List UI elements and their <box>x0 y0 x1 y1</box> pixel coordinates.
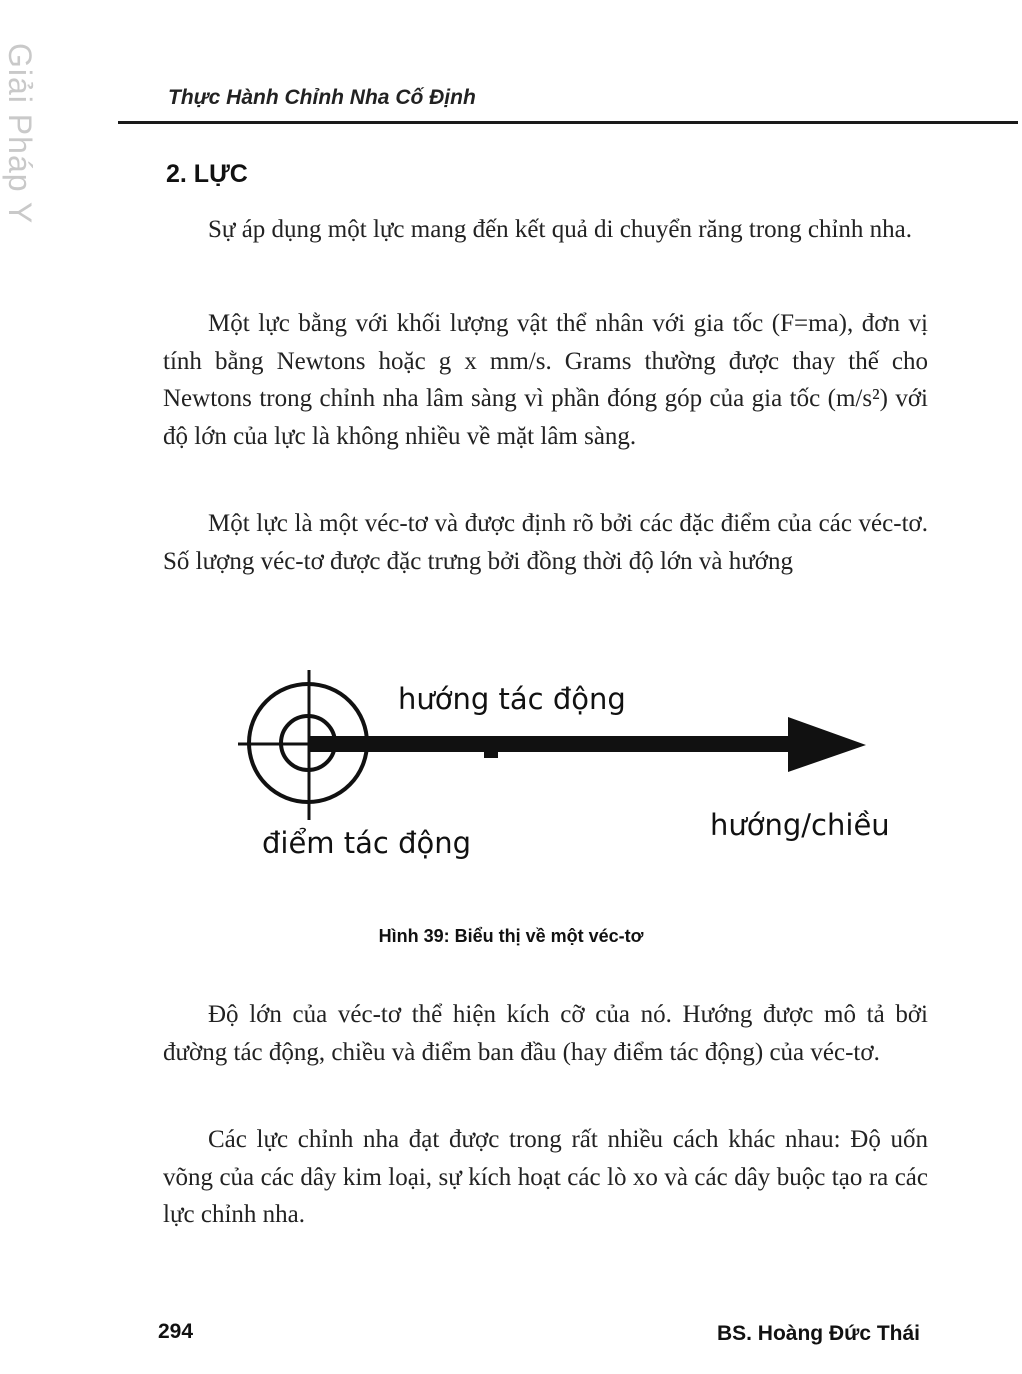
paragraph-4: Độ lớn của véc-tơ thể hiện kích cỡ của nó. Hướng được mô tả bởi đường tác động, chiều và điểm ban đầu (hay điểm tác động) của véc-tơ. <box>163 1001 928 1066</box>
section-title: 2. LỰC <box>166 160 248 188</box>
page-number: 294 <box>158 1320 194 1343</box>
paragraph-3: Một lực là một véc-tơ và được định rõ bởi các đặc điểm của các véc-tơ. Số lượng véc-tơ được đặc trưng bởi đồng thời độ lớn và hướng <box>163 510 928 575</box>
footer-author: BS. Hoàng Đức Thái <box>716 1322 920 1345</box>
paragraph-5: Các lực chỉnh nha đạt được trong rất nhiều cách khác nhau: Độ uốn võng của các dây kim loại, sự kích hoạt các lò xo và các dây buộc tạo ra các lực chỉnh nha. <box>163 1126 928 1228</box>
vector-figure <box>220 660 920 880</box>
paragraph-2: Một lực bằng với khối lượng vật thể nhân với gia tốc (F=ma), đơn vị tính bằng Newtons hoặc g x mm/s. Grams thường được thay thế cho Newtons trong chỉnh nha lâm sàng vì phần đóng góp của gia tốc (m/s²) với độ lớn của lực là không nhiều về mặt lâm sàng. <box>163 310 928 450</box>
vector-shaft <box>308 736 794 752</box>
shaft-mark <box>484 752 498 758</box>
watermark-text: Giải Pháp Y <box>2 43 38 225</box>
figure-caption: Hình 39: Biểu thị về một véc-tơ <box>378 926 644 946</box>
label-point-of-application: điểm tác động <box>262 826 472 860</box>
running-header-title: Thực Hành Chỉnh Nha Cố Định <box>168 86 476 109</box>
paragraph-1: Sự áp dụng một lực mang đến kết quả di chuyển răng trong chỉnh nha. <box>208 216 913 243</box>
label-direction: hướng tác động <box>398 682 626 716</box>
label-sense: hướng/chiều <box>710 808 890 842</box>
vector-arrowhead <box>788 717 866 772</box>
header-rule <box>118 121 1018 124</box>
